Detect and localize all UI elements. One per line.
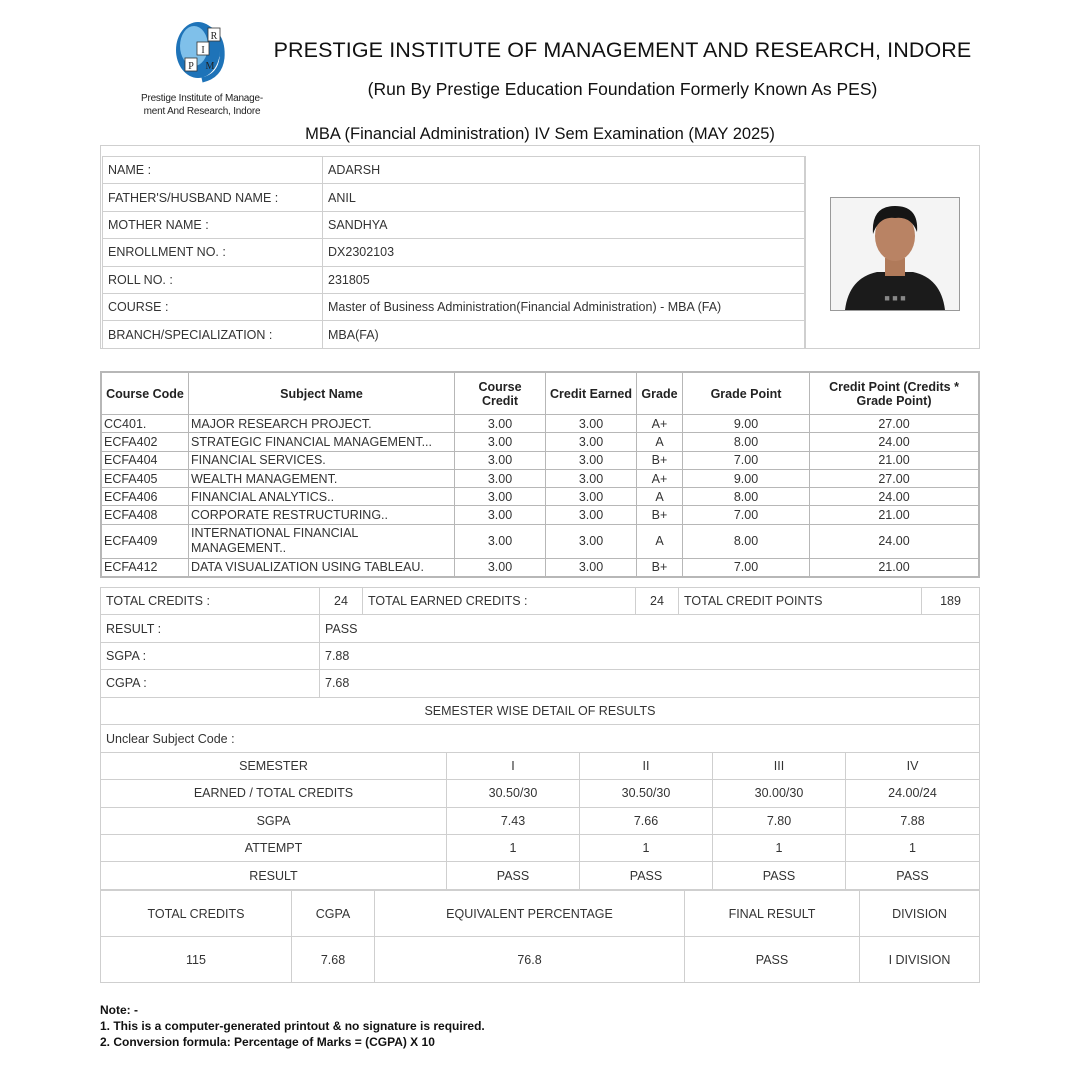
- row-label: EARNED / TOTAL CREDITS: [101, 780, 447, 807]
- unclear-row: [101, 725, 980, 752]
- credit-point: 21.00: [810, 451, 980, 469]
- table-row: [101, 469, 979, 487]
- cell-value: 24.00/24: [846, 780, 980, 807]
- grade: B+: [637, 451, 683, 469]
- semester-row: [101, 834, 980, 861]
- marks-header-row: [101, 372, 979, 415]
- table-row: [101, 506, 979, 524]
- course-credit: 3.00: [455, 415, 546, 433]
- semester-table: [100, 697, 980, 890]
- logo-caption: Prestige Institute of Manage-ment And Research, Indore: [140, 93, 264, 117]
- cell-value: 7.80: [713, 807, 846, 834]
- cell-value: 1: [846, 834, 980, 861]
- course-code: ECFA409: [101, 524, 189, 558]
- credit-earned: 3.00: [546, 415, 637, 433]
- cell-value: I: [447, 752, 580, 779]
- row-label: RESULT: [101, 862, 447, 889]
- logo-letter-p: P: [188, 61, 194, 72]
- info-row: [103, 239, 805, 266]
- credit-earned: 3.00: [546, 469, 637, 487]
- grade: A: [637, 524, 683, 558]
- cell-value: II: [580, 752, 713, 779]
- info-label: COURSE :: [103, 293, 323, 320]
- institute-logo: [172, 20, 230, 86]
- table-row: [101, 433, 979, 451]
- subject-name: FINANCIAL ANALYTICS..: [189, 488, 455, 506]
- result-row: [101, 615, 980, 642]
- info-value: SANDHYA: [323, 211, 805, 238]
- final-header: TOTAL CREDITS: [101, 891, 292, 937]
- info-row: [103, 157, 805, 184]
- info-row: [103, 184, 805, 211]
- sgpa-value: 7.88: [320, 642, 980, 669]
- row-label: ATTEMPT: [101, 834, 447, 861]
- info-label: NAME :: [103, 157, 323, 184]
- marks-table: [100, 371, 980, 578]
- info-row: [103, 266, 805, 293]
- course-code: ECFA402: [101, 433, 189, 451]
- institute-subtitle: (Run By Prestige Education Foundation Formerly Known As PES): [367, 79, 878, 99]
- cell-value: PASS: [580, 862, 713, 889]
- info-value: ADARSH: [323, 157, 805, 184]
- cgpa-row: [101, 670, 980, 697]
- final-value-row: [101, 937, 980, 983]
- final-result: PASS: [685, 937, 860, 983]
- total-earned-value: 24: [636, 588, 679, 615]
- course-code: CC401.: [101, 415, 189, 433]
- cell-value: 1: [580, 834, 713, 861]
- final-header: CGPA: [292, 891, 375, 937]
- notes: [100, 1002, 800, 1050]
- grade: A: [637, 488, 683, 506]
- subject-name: WEALTH MANAGEMENT.: [189, 469, 455, 487]
- credit-earned: 3.00: [546, 433, 637, 451]
- unclear-subject-label: Unclear Subject Code :: [101, 725, 980, 752]
- cell-value: PASS: [713, 862, 846, 889]
- credit-point: 21.00: [810, 506, 980, 524]
- col-header: Credit Earned: [546, 372, 637, 415]
- cell-value: 7.43: [447, 807, 580, 834]
- student-info-panel: [100, 145, 980, 349]
- col-header: Course Credit: [455, 372, 546, 415]
- credit-earned: 3.00: [546, 524, 637, 558]
- table-row: [101, 558, 979, 577]
- grade: A: [637, 433, 683, 451]
- final-header: FINAL RESULT: [685, 891, 860, 937]
- semester-row: [101, 862, 980, 889]
- photo-cell: [805, 156, 980, 348]
- info-value: 231805: [323, 266, 805, 293]
- grade-point: 8.00: [683, 488, 810, 506]
- col-header: Course Code: [101, 372, 189, 415]
- grade-point: 9.00: [683, 415, 810, 433]
- student-photo: [830, 197, 960, 311]
- course-code: ECFA404: [101, 451, 189, 469]
- course-code: ECFA406: [101, 488, 189, 506]
- cell-value: 30.50/30: [447, 780, 580, 807]
- student-info-table: [102, 156, 805, 349]
- logo-letter-i: I: [201, 45, 205, 56]
- credit-point: 24.00: [810, 524, 980, 558]
- course-credit: 3.00: [455, 558, 546, 577]
- credit-point: 24.00: [810, 488, 980, 506]
- col-header: Grade: [637, 372, 683, 415]
- grade-point: 7.00: [683, 558, 810, 577]
- cell-value: 30.00/30: [713, 780, 846, 807]
- credit-earned: 3.00: [546, 451, 637, 469]
- semester-row: [101, 807, 980, 834]
- cell-value: 1: [713, 834, 846, 861]
- final-result-table: [100, 890, 980, 983]
- course-credit: 3.00: [455, 451, 546, 469]
- total-points-label: TOTAL CREDIT POINTS: [679, 588, 922, 615]
- sgpa-row: [101, 642, 980, 669]
- info-row: [103, 293, 805, 320]
- course-code: ECFA412: [101, 558, 189, 577]
- info-value: Master of Business Administration(Financial Administration) - MBA (FA): [323, 293, 805, 320]
- cell-value: PASS: [447, 862, 580, 889]
- subject-name: STRATEGIC FINANCIAL MANAGEMENT...: [189, 433, 455, 451]
- semester-row: [101, 752, 980, 779]
- course-code: ECFA405: [101, 469, 189, 487]
- credit-point: 21.00: [810, 558, 980, 577]
- info-row: [103, 211, 805, 238]
- grade: A+: [637, 415, 683, 433]
- grade-point: 9.00: [683, 469, 810, 487]
- table-row: [101, 451, 979, 469]
- logo-letter-r: R: [210, 31, 218, 42]
- info-label: BRANCH/SPECIALIZATION :: [103, 321, 323, 348]
- semester-title-row: [101, 698, 980, 725]
- credit-earned: 3.00: [546, 506, 637, 524]
- summary-table: [100, 587, 980, 698]
- total-points-value: 189: [922, 588, 980, 615]
- subject-name: FINANCIAL SERVICES.: [189, 451, 455, 469]
- table-row: [101, 415, 979, 433]
- grade-point: 8.00: [683, 433, 810, 451]
- institute-name: PRESTIGE INSTITUTE OF MANAGEMENT AND RESEARCH, INDORE: [273, 38, 972, 62]
- note-heading: Note: -: [100, 1003, 138, 1017]
- table-row: [101, 488, 979, 506]
- final-header: EQUIVALENT PERCENTAGE: [375, 891, 685, 937]
- col-header: Subject Name: [189, 372, 455, 415]
- credit-earned: 3.00: [546, 488, 637, 506]
- totals-row: [101, 588, 980, 615]
- col-header: Credit Point (Credits * Grade Point): [810, 372, 980, 415]
- final-total-credits: 115: [101, 937, 292, 983]
- grade-point: 7.00: [683, 506, 810, 524]
- subject-name: CORPORATE RESTRUCTURING..: [189, 506, 455, 524]
- course-credit: 3.00: [455, 433, 546, 451]
- cgpa-label: CGPA :: [101, 670, 320, 697]
- shirt-print-icon: ■ ■ ■: [884, 293, 906, 303]
- credit-point: 27.00: [810, 415, 980, 433]
- course-code: ECFA408: [101, 506, 189, 524]
- info-label: ROLL NO. :: [103, 266, 323, 293]
- grade-point: 8.00: [683, 524, 810, 558]
- course-credit: 3.00: [455, 524, 546, 558]
- result-value: PASS: [320, 615, 980, 642]
- course-credit: 3.00: [455, 469, 546, 487]
- final-header-row: [101, 891, 980, 937]
- info-value: MBA(FA): [323, 321, 805, 348]
- final-percentage: 76.8: [375, 937, 685, 983]
- semester-row: [101, 780, 980, 807]
- total-credits-label: TOTAL CREDITS :: [101, 588, 320, 615]
- subject-name: MAJOR RESEARCH PROJECT.: [189, 415, 455, 433]
- cell-value: 30.50/30: [580, 780, 713, 807]
- row-label: SEMESTER: [101, 752, 447, 779]
- final-header: DIVISION: [860, 891, 980, 937]
- info-value: ANIL: [323, 184, 805, 211]
- info-label: ENROLLMENT NO. :: [103, 239, 323, 266]
- cgpa-value: 7.68: [320, 670, 980, 697]
- sgpa-label: SGPA :: [101, 642, 320, 669]
- cell-value: 7.88: [846, 807, 980, 834]
- info-label: FATHER'S/HUSBAND NAME :: [103, 184, 323, 211]
- course-credit: 3.00: [455, 506, 546, 524]
- subject-name: INTERNATIONAL FINANCIAL MANAGEMENT..: [189, 524, 455, 558]
- cell-value: PASS: [846, 862, 980, 889]
- cell-value: 1: [447, 834, 580, 861]
- col-header: Grade Point: [683, 372, 810, 415]
- info-value: DX2302103: [323, 239, 805, 266]
- final-cgpa: 7.68: [292, 937, 375, 983]
- cell-value: 7.66: [580, 807, 713, 834]
- row-label: SGPA: [101, 807, 447, 834]
- total-credits-value: 24: [320, 588, 363, 615]
- cell-value: III: [713, 752, 846, 779]
- course-credit: 3.00: [455, 488, 546, 506]
- credit-earned: 3.00: [546, 558, 637, 577]
- cell-value: IV: [846, 752, 980, 779]
- grade: B+: [637, 558, 683, 577]
- table-row: [101, 524, 979, 558]
- exam-title: MBA (Financial Administration) IV Sem Examination (MAY 2025): [305, 125, 775, 143]
- logo-letter-m: M: [205, 61, 215, 72]
- total-earned-label: TOTAL EARNED CREDITS :: [363, 588, 636, 615]
- info-label: MOTHER NAME :: [103, 211, 323, 238]
- grade: A+: [637, 469, 683, 487]
- note-line: 1. This is a computer-generated printout & no signature is required.: [100, 1019, 485, 1033]
- grade: B+: [637, 506, 683, 524]
- semester-section-title: SEMESTER WISE DETAIL OF RESULTS: [101, 698, 980, 725]
- credit-point: 27.00: [810, 469, 980, 487]
- grade-point: 7.00: [683, 451, 810, 469]
- final-division: I DIVISION: [860, 937, 980, 983]
- subject-name: DATA VISUALIZATION USING TABLEAU.: [189, 558, 455, 577]
- note-line: 2. Conversion formula: Percentage of Marks = (CGPA) X 10: [100, 1035, 435, 1049]
- result-label: RESULT :: [101, 615, 320, 642]
- info-row: [103, 321, 805, 348]
- credit-point: 24.00: [810, 433, 980, 451]
